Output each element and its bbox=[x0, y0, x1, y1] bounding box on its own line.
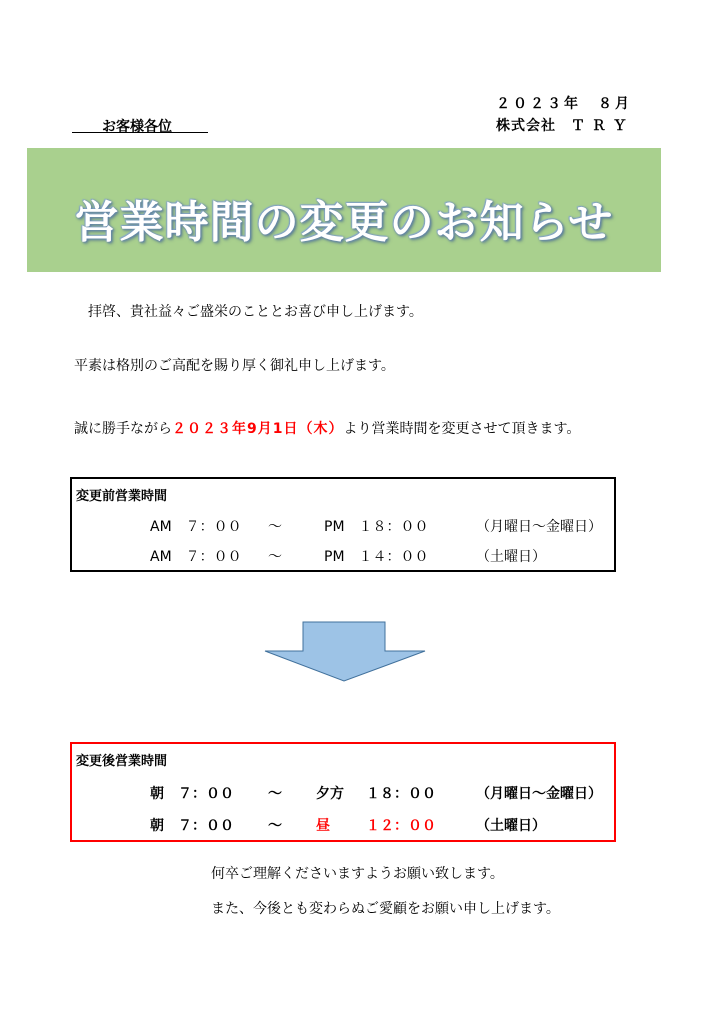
recipient: お客様各位 bbox=[102, 119, 172, 135]
greeting-paragraph: 拝啓、貴社益々ご盛栄のこととお喜び申し上げます。 bbox=[88, 304, 423, 320]
recipient-underline bbox=[72, 132, 208, 133]
notice-date: ２０２３年9月1日（木） bbox=[172, 421, 344, 437]
after-row-2-end-label: 昼 bbox=[316, 818, 330, 834]
after-row-2-days: （土曜日） bbox=[476, 818, 546, 834]
closing-line-1: 何卒ご理解くださいますようお願い致します。 bbox=[211, 866, 504, 882]
hours-before-box bbox=[70, 477, 616, 572]
down-arrow-icon bbox=[263, 621, 427, 683]
before-row-1-sep: ～ bbox=[268, 519, 282, 535]
after-row-2-end-time: １２：００ bbox=[366, 818, 436, 834]
after-row-1-end-label: 夕方 bbox=[316, 786, 344, 802]
document-date: ２０２３年 ８月 bbox=[496, 96, 632, 112]
after-row-1-end-time: １８：００ bbox=[366, 786, 436, 802]
after-row-1-days: （月曜日～金曜日） bbox=[476, 786, 602, 802]
after-row-2-sep: ～ bbox=[268, 818, 282, 834]
hours-before-title: 変更前営業時間 bbox=[76, 489, 168, 504]
closing-line-2: また、今後とも変わらぬご愛顧をお願い申し上げます。 bbox=[211, 901, 560, 917]
notice-suffix: より営業時間を変更させて頂きます。 bbox=[343, 421, 581, 437]
after-row-2-start: 朝 ７：００ bbox=[150, 818, 234, 834]
hours-after-box bbox=[70, 742, 616, 842]
after-row-1-sep: ～ bbox=[268, 786, 282, 802]
page-title: 営業時間の変更のお知らせ bbox=[74, 197, 614, 248]
hours-after-title: 変更後営業時間 bbox=[76, 754, 168, 769]
before-row-1-days: （月曜日～金曜日） bbox=[476, 519, 602, 535]
notice-prefix: 誠に勝手ながら bbox=[74, 421, 172, 437]
before-row-2-start: AM ７：００ bbox=[150, 549, 242, 565]
company-name: 株式会社 Ｔ Ｒ Ｙ bbox=[496, 118, 628, 134]
before-row-1-end: PM １８：００ bbox=[324, 519, 429, 535]
notice-paragraph bbox=[74, 418, 580, 438]
after-row-1-start: 朝 ７：００ bbox=[150, 786, 234, 802]
before-row-1-start: AM ７：００ bbox=[150, 519, 242, 535]
before-row-2-sep: ～ bbox=[268, 549, 282, 565]
before-row-2-end: PM １４：００ bbox=[324, 549, 429, 565]
title-banner bbox=[27, 148, 661, 272]
before-row-2-days: （土曜日） bbox=[476, 549, 546, 565]
thanks-paragraph: 平素は格別のご高配を賜り厚く御礼申し上げます。 bbox=[74, 358, 395, 374]
